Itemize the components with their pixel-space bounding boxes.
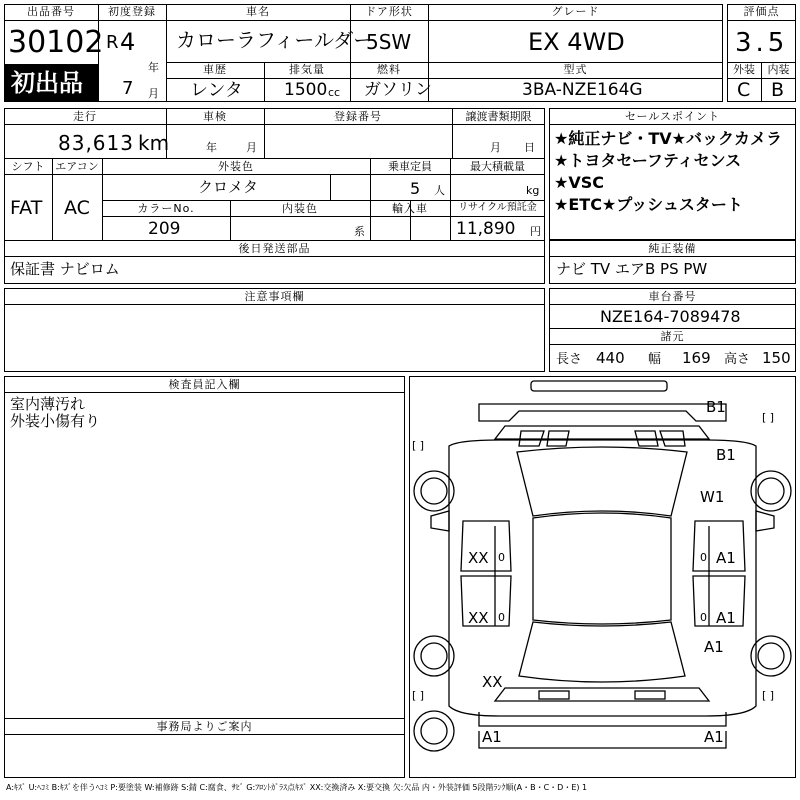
model-header: 型式 [563, 63, 588, 76]
mileage-header: 走行 [73, 110, 97, 123]
int-color-suffix: 系 [354, 225, 365, 238]
damage-mark-8: A1 [704, 728, 724, 746]
grade-header: グレード [551, 5, 600, 18]
sales-points-header: セールスポイント [624, 110, 720, 123]
height-value: 150 [762, 349, 791, 367]
damage-mark-4: A1 [716, 549, 736, 567]
damage-mark-7: A1 [482, 728, 502, 746]
zero-mark-2: 0 [498, 611, 505, 624]
lot-number: 30102 [8, 25, 104, 60]
displacement-header: 排気量 [289, 63, 325, 76]
ac-header: エアコン [55, 160, 99, 173]
height-label: 高さ [724, 352, 751, 367]
zero-mark-3: 0 [700, 551, 707, 564]
history-header: 車歴 [203, 63, 227, 76]
fuel-value: ガソリン [364, 80, 432, 100]
bracket-3: [ ] [762, 411, 775, 424]
interior-header: 内装 [767, 63, 790, 76]
sales-point-3: ★VSC [554, 173, 604, 192]
transfer-month-unit: 月 [490, 141, 501, 154]
damage-mark-2: B1 [716, 446, 736, 464]
chassis-value: NZE164-7089478 [600, 307, 741, 326]
year-unit: 年 [148, 61, 159, 74]
car-name: カローラフィールダー [176, 28, 374, 52]
bracket-1: [ ] [412, 439, 425, 452]
displacement-unit: cc [328, 86, 341, 99]
era: R [106, 32, 119, 53]
exterior-grade: C [737, 79, 751, 101]
displacement-value: 1500 [284, 80, 328, 100]
history-value: レンタ [190, 80, 243, 101]
sales-point-4: ★ETC★プッシュスタート [554, 195, 743, 214]
capacity-header: 乗車定員 [388, 160, 432, 173]
legend: A:ｷｽﾞ U:ﾍｺﾐ B:ｷｽﾞを伴うﾍｺﾐ P:要塗装 W:補修跡 S:錆 C:腐食、ｻﾋﾞ G:ﾌﾛﾝﾄｶﾞﾗｽ点ｷｽﾞ XX:交換済み X:要交換 欠:欠品 内・外装評価 5段階ﾗﾝｸ順(A・B・C・D・E) 1 [6, 783, 588, 792]
sales-point-1: ★純正ナビ・TV★バックカメラ [554, 129, 782, 148]
width-label: 幅 [648, 352, 662, 367]
inspector-line-2: 外装小傷有り [10, 412, 101, 430]
inspector-header: 検査員記入欄 [168, 378, 241, 391]
inspector-line-1: 室内薄汚れ [10, 395, 86, 413]
bracket-4: [ ] [762, 689, 775, 702]
car-diagram [409, 376, 796, 778]
capacity-unit: 人 [434, 184, 445, 197]
damage-mark-6: A1 [704, 638, 724, 656]
zero-mark-1: 0 [498, 551, 505, 564]
plate-header: 登録番号 [334, 110, 382, 123]
ac-value: AC [64, 197, 90, 219]
width-value: 169 [682, 349, 711, 367]
damage-mark-10: XX [468, 609, 489, 627]
equipment-value: ナビ TV エアB PS PW [556, 260, 708, 278]
inspection-header: 車検 [203, 110, 227, 123]
model-value: 3BA-NZE164G [522, 80, 643, 100]
load-unit: kg [526, 184, 540, 197]
door-header: ドア形状 [365, 5, 413, 18]
later-parts-header: 後日発送部品 [238, 242, 311, 255]
office-header: 事務局よりご案内 [156, 720, 253, 733]
ext-color-header: 外装色 [218, 160, 254, 173]
ext-color-value: クロメタ [198, 178, 259, 196]
car-name-header: 車名 [246, 5, 270, 18]
transfer-day-unit: 日 [524, 141, 535, 154]
damage-mark-1: B1 [706, 398, 726, 416]
sales-point-2: ★トヨタセーフティセンス [554, 151, 742, 170]
length-label: 長さ [556, 352, 583, 367]
first-listing-label: 初出品 [11, 69, 83, 97]
shift-value: FAT [10, 197, 43, 219]
interior-grade: B [771, 79, 785, 101]
recycle-value: 11,890 [456, 219, 516, 239]
first-reg-header: 初度登録 [108, 5, 156, 18]
score-header: 評価点 [743, 5, 780, 18]
bracket-2: [ ] [412, 689, 425, 702]
inspection-year-unit: 年 [206, 141, 217, 154]
recycle-header: リサイクル預託金 [458, 202, 537, 213]
notes-header: 注意事項欄 [244, 290, 305, 303]
mileage-unit: km [138, 131, 170, 155]
zero-mark-4: 0 [700, 611, 707, 624]
score-value: 3.5 [735, 28, 789, 58]
chassis-header: 車台番号 [648, 290, 697, 303]
door-value: 5SW [366, 30, 412, 54]
fuel-header: 燃料 [377, 63, 401, 76]
import-header: 輸入車 [392, 202, 428, 215]
damage-mark-9: XX [468, 549, 489, 567]
later-parts-value: 保証書 ナビロム [10, 260, 120, 278]
reg-year: 4 [120, 28, 136, 56]
reg-month: 7 [122, 78, 134, 99]
load-header: 最大積載量 [470, 160, 525, 173]
exterior-header: 外装 [733, 63, 755, 76]
color-no-header: カラーNo. [137, 202, 195, 215]
first-listing-badge [5, 64, 98, 101]
dims-header: 諸元 [660, 330, 685, 343]
grade-value: EX 4WD [528, 28, 625, 56]
mileage-value: 83,613 [58, 131, 134, 155]
length-value: 440 [596, 349, 625, 367]
color-no-value: 209 [148, 219, 181, 239]
recycle-unit: 円 [530, 225, 541, 238]
damage-mark-5: A1 [716, 609, 736, 627]
damage-mark-11: XX [482, 673, 503, 691]
int-color-header: 内装色 [282, 202, 318, 215]
equipment-header: 純正装備 [648, 242, 697, 255]
inspection-month-unit: 月 [246, 141, 257, 154]
month-unit: 月 [148, 87, 159, 100]
damage-mark-3: W1 [700, 488, 725, 506]
capacity-value: 5 [410, 179, 421, 198]
transfer-header: 譲渡書類期限 [465, 110, 532, 123]
shift-header: シフト [11, 160, 45, 173]
lot-number-header: 出品番号 [27, 5, 75, 18]
